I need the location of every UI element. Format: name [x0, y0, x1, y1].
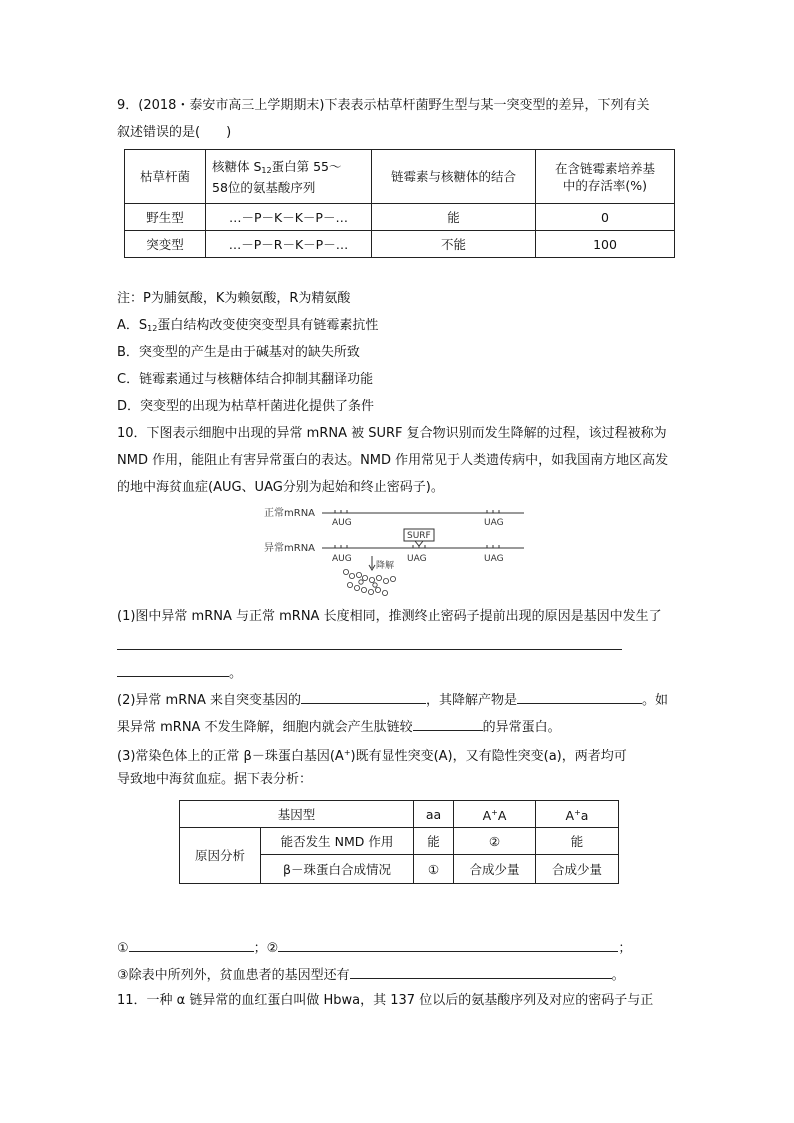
- degradation-products: [343, 569, 395, 595]
- q9-cell-seq: …－P－R－K－P－…: [206, 231, 372, 258]
- q9-option-b: B．突变型的产生是由于碱基对的缺失所致: [117, 345, 360, 360]
- q10-part1-blank-line2: 。: [117, 663, 677, 683]
- q10-part1-stem: (1)图中异常 mRNA 与正常 mRNA 长度相同，推测终止密码子提前出现的原因是基因中发生了: [117, 609, 662, 624]
- abnormal-mrna-label: 异常mRNA: [264, 543, 316, 554]
- q9-cell-bind: 不能: [372, 231, 536, 258]
- q10-part2-answer-blank-3[interactable]: [413, 717, 483, 731]
- q10-answer-blank-2[interactable]: [278, 938, 618, 952]
- genotype-aplus-lower-a: A+a: [536, 801, 619, 828]
- q9-table: [124, 149, 675, 258]
- q10-part3-answers: ① ；② ；: [117, 938, 677, 958]
- q10-answer-blank-1[interactable]: [129, 938, 254, 952]
- q9-stem-line1: 9．(2018・泰安市高三上学期期末)下表表示枯草杆菌野生型与某一突变型的差异，下列有关: [117, 98, 650, 113]
- q9-stem-line2: 叙述错误的是( ): [117, 125, 232, 140]
- q10-part2-line2: 果异常 mRNA 不发生降解，细胞内就会产生肽链较 的异常蛋白。: [117, 717, 677, 737]
- q10-part2-answer-blank-2[interactable]: [517, 690, 642, 704]
- q9-option-d: D．突变型的出现为枯草杆菌进化提供了条件: [117, 399, 375, 414]
- q10-part2-line1: (2)异常 mRNA 来自突变基因的 ，其降解产物是 。如: [117, 690, 677, 710]
- q10-part3-line2: 导致地中海贫血症。据下表分析：: [117, 772, 313, 787]
- q10-stem-line1: 10．下图表示细胞中出现的异常 mRNA 被 SURF 复合物识别而发生降解的过程，该过程被称为: [117, 426, 667, 441]
- q10-genotype-table: [179, 800, 619, 884]
- q9-cell-type: 野生型: [125, 204, 206, 231]
- synthesis-row-label: β－珠蛋白合成情况: [261, 855, 414, 884]
- q10-part1-answer-blank-1[interactable]: [117, 636, 622, 650]
- nmd-cell: 能: [536, 828, 619, 855]
- q9-header-sequence: 核糖体 $S_{12}$蛋白第 55～ 58位的氨基酸序列: [206, 150, 372, 204]
- q9-cell-rate: 100: [536, 231, 675, 258]
- q9-cell-bind: 能: [372, 204, 536, 231]
- q9-note: 注：P为脯氨酸，K为赖氨酸，R为精氨酸: [117, 291, 351, 306]
- q9-cell-type: 突变型: [125, 231, 206, 258]
- abnormal-uag-label: UAG: [484, 554, 504, 564]
- cause-analysis-label: 原因分析: [180, 828, 261, 884]
- normal-aug-label: AUG: [332, 518, 352, 528]
- q10-part3-q3: ③除表中所列外，贫血患者的基因型还有 。: [117, 965, 677, 985]
- q10-stem-line2: NMD 作用，能阻止有害异常蛋白的表达。NMD 作用常见于人类遗传病中，如我国南方地区高发: [117, 453, 669, 468]
- q9-header-binding: 链霉素与核糖体的结合: [372, 150, 536, 204]
- q9-cell-rate: 0: [536, 204, 675, 231]
- q9-header-strain: 枯草杆菌: [125, 150, 206, 204]
- q9-option-a: A．$S_{12}$蛋白结构改变使突变型具有链霉素抗性: [117, 318, 379, 333]
- q10-part3-line1: (3)常染色体上的正常 β－珠蛋白基因(A+)既有显性突变(A)，又有隐性突变(a)，两者均可: [117, 748, 627, 764]
- q9-option-c: C．链霉素通过与核糖体结合抑制其翻译功能: [117, 372, 374, 387]
- q10-part1-answer-blank-2[interactable]: [117, 663, 229, 677]
- abnormal-aug-label: AUG: [332, 554, 352, 564]
- normal-uag-label: UAG: [484, 518, 504, 528]
- q10-answer-blank-3[interactable]: [350, 965, 612, 979]
- synthesis-cell: 合成少量: [454, 855, 536, 884]
- q9-cell-seq: …－P－K－K－P－…: [206, 204, 372, 231]
- q11-stem-line1: 11．一种 α 链异常的血红蛋白叫做 Hbwa，其 137 位以后的氨基酸序列及对应的密码子与正: [117, 993, 654, 1008]
- q9-row-wild: [125, 204, 675, 231]
- genotype-aa: aa: [414, 801, 454, 828]
- q9-row-mutant: [125, 231, 675, 258]
- genotype-aplus-a: A+A: [454, 801, 536, 828]
- genotype-header: 基因型: [180, 801, 414, 828]
- q10-part2-answer-blank-1[interactable]: [301, 690, 426, 704]
- q9-header-survival: 在含链霉素培养基 中的存活率(%): [536, 150, 675, 204]
- degradation-label: 降解: [376, 561, 395, 571]
- abnormal-premature-uag-label: UAG: [407, 554, 427, 564]
- q10-part1-blank-line: [117, 636, 677, 656]
- normal-mrna-label: 正常mRNA: [264, 508, 316, 519]
- q10-stem-line3: 的地中海贫血症(AUG、UAG分别为起始和终止密码子)。: [117, 480, 444, 495]
- nmd-cell: ②: [454, 828, 536, 855]
- nmd-row-label: 能否发生 NMD 作用: [261, 828, 414, 855]
- nmd-cell: 能: [414, 828, 454, 855]
- surf-label: SURF: [407, 531, 431, 541]
- synthesis-cell: ①: [414, 855, 454, 884]
- nmd-diagram: [262, 502, 532, 597]
- synthesis-cell: 合成少量: [536, 855, 619, 884]
